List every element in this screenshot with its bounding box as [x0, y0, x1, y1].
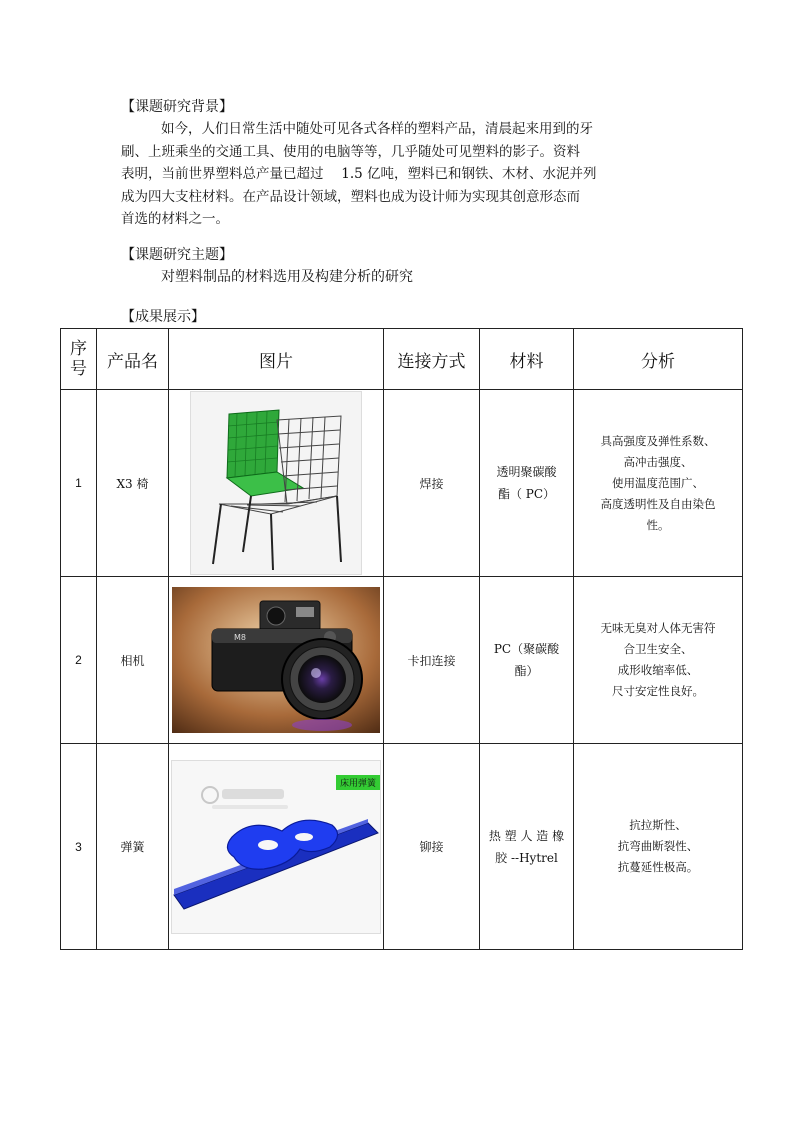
column-header-material: 材料: [480, 329, 574, 390]
svg-text:M8: M8: [234, 633, 246, 642]
analysis-line: 合卫生安全、: [623, 642, 693, 656]
material: [480, 390, 574, 577]
column-header-connection: 连接方式: [384, 329, 480, 390]
material-line-2: 酯）: [514, 664, 539, 678]
material-line-1: 透明聚碳酸: [496, 465, 557, 479]
table-row: [61, 744, 743, 950]
material: [480, 577, 574, 744]
connection-method: 卡扣连接: [384, 577, 480, 744]
product-image-cell: [169, 577, 384, 744]
camera-photo: [172, 587, 380, 733]
results-table: [60, 328, 743, 950]
column-header-image: 图片: [169, 329, 384, 390]
background-line-1: 如今，人们日常生活中随处可见各式各样的塑料产品，清晨起来用到的牙: [161, 121, 593, 137]
analysis-line: 性。: [646, 517, 670, 532]
analysis-line: 高冲击强度、: [623, 454, 693, 469]
analysis-line: 抗蔓延性极高。: [617, 860, 699, 874]
row-number: 2: [61, 577, 97, 744]
analysis-line: 高度透明性及自由染色: [600, 496, 716, 511]
theme-text: 对塑料制品的材料选用及构建分析的研究: [161, 269, 413, 285]
product-name: X3 椅: [97, 390, 169, 577]
column-header-no-1: 序: [70, 339, 87, 359]
material-line-2: 酯（ PC）: [497, 487, 556, 501]
material-line-1: 热 塑 人 造 橡: [488, 828, 565, 843]
image-label: 床用弹簧: [336, 775, 380, 790]
theme-heading: 【课题研究主题】: [121, 247, 233, 263]
analysis-line: 无味无臭对人体无害符: [600, 621, 716, 635]
product-image-cell: [169, 744, 384, 950]
material: [480, 744, 574, 950]
product-name: 弹簧: [97, 744, 169, 950]
table-row: [61, 390, 743, 577]
analysis-line: 抗弯曲断裂性、: [617, 839, 699, 853]
analysis: [574, 577, 743, 744]
analysis-line: 成形收缩率低、: [617, 663, 699, 677]
column-header-analysis: 分析: [574, 329, 743, 390]
background-line-2: 刷、上班乘坐的交通工具、使用的电脑等等，几乎随处可见塑料的影子。资料: [121, 143, 580, 160]
background-paragraph: [121, 118, 661, 231]
row-number: 3: [61, 744, 97, 950]
analysis-line: 具高强度及弹性系数、: [600, 433, 716, 448]
background-line-3: 表明，当前世界塑料总产量已超过 1.5 亿吨，塑料已和钢铁、木材、水泥并列: [121, 166, 597, 182]
product-name: 相机: [97, 577, 169, 744]
analysis-line: 抗拉斯性、: [629, 818, 687, 832]
results-heading: 【成果展示】: [121, 309, 205, 325]
chair-photo: [190, 391, 362, 575]
material-line-2: 胶 --Hytrel: [495, 850, 558, 865]
background-line-4: 成为四大支柱材料。在产品设计领域，塑料也成为设计师为实现其创意形态而: [121, 188, 580, 205]
column-header-no-2: 号: [70, 359, 87, 379]
table-header-row: [61, 329, 743, 390]
product-image-cell: [169, 390, 384, 577]
column-header-no: [61, 329, 97, 390]
analysis: [574, 390, 743, 577]
background-heading: 【课题研究背景】: [121, 99, 233, 115]
row-number: 1: [61, 390, 97, 577]
spring-photo: [171, 760, 381, 934]
analysis-line: 使用温度范围广、: [612, 475, 704, 490]
connection-method: 焊接: [384, 390, 480, 577]
table-row: [61, 577, 743, 744]
analysis: [574, 744, 743, 950]
analysis-line: 尺寸安定性良好。: [612, 684, 704, 698]
material-line-1: PC（聚碳酸: [493, 642, 560, 656]
column-header-name: 产品名: [97, 329, 169, 390]
background-line-5: 首选的材料之一。: [121, 211, 229, 227]
connection-method: 铆接: [384, 744, 480, 950]
